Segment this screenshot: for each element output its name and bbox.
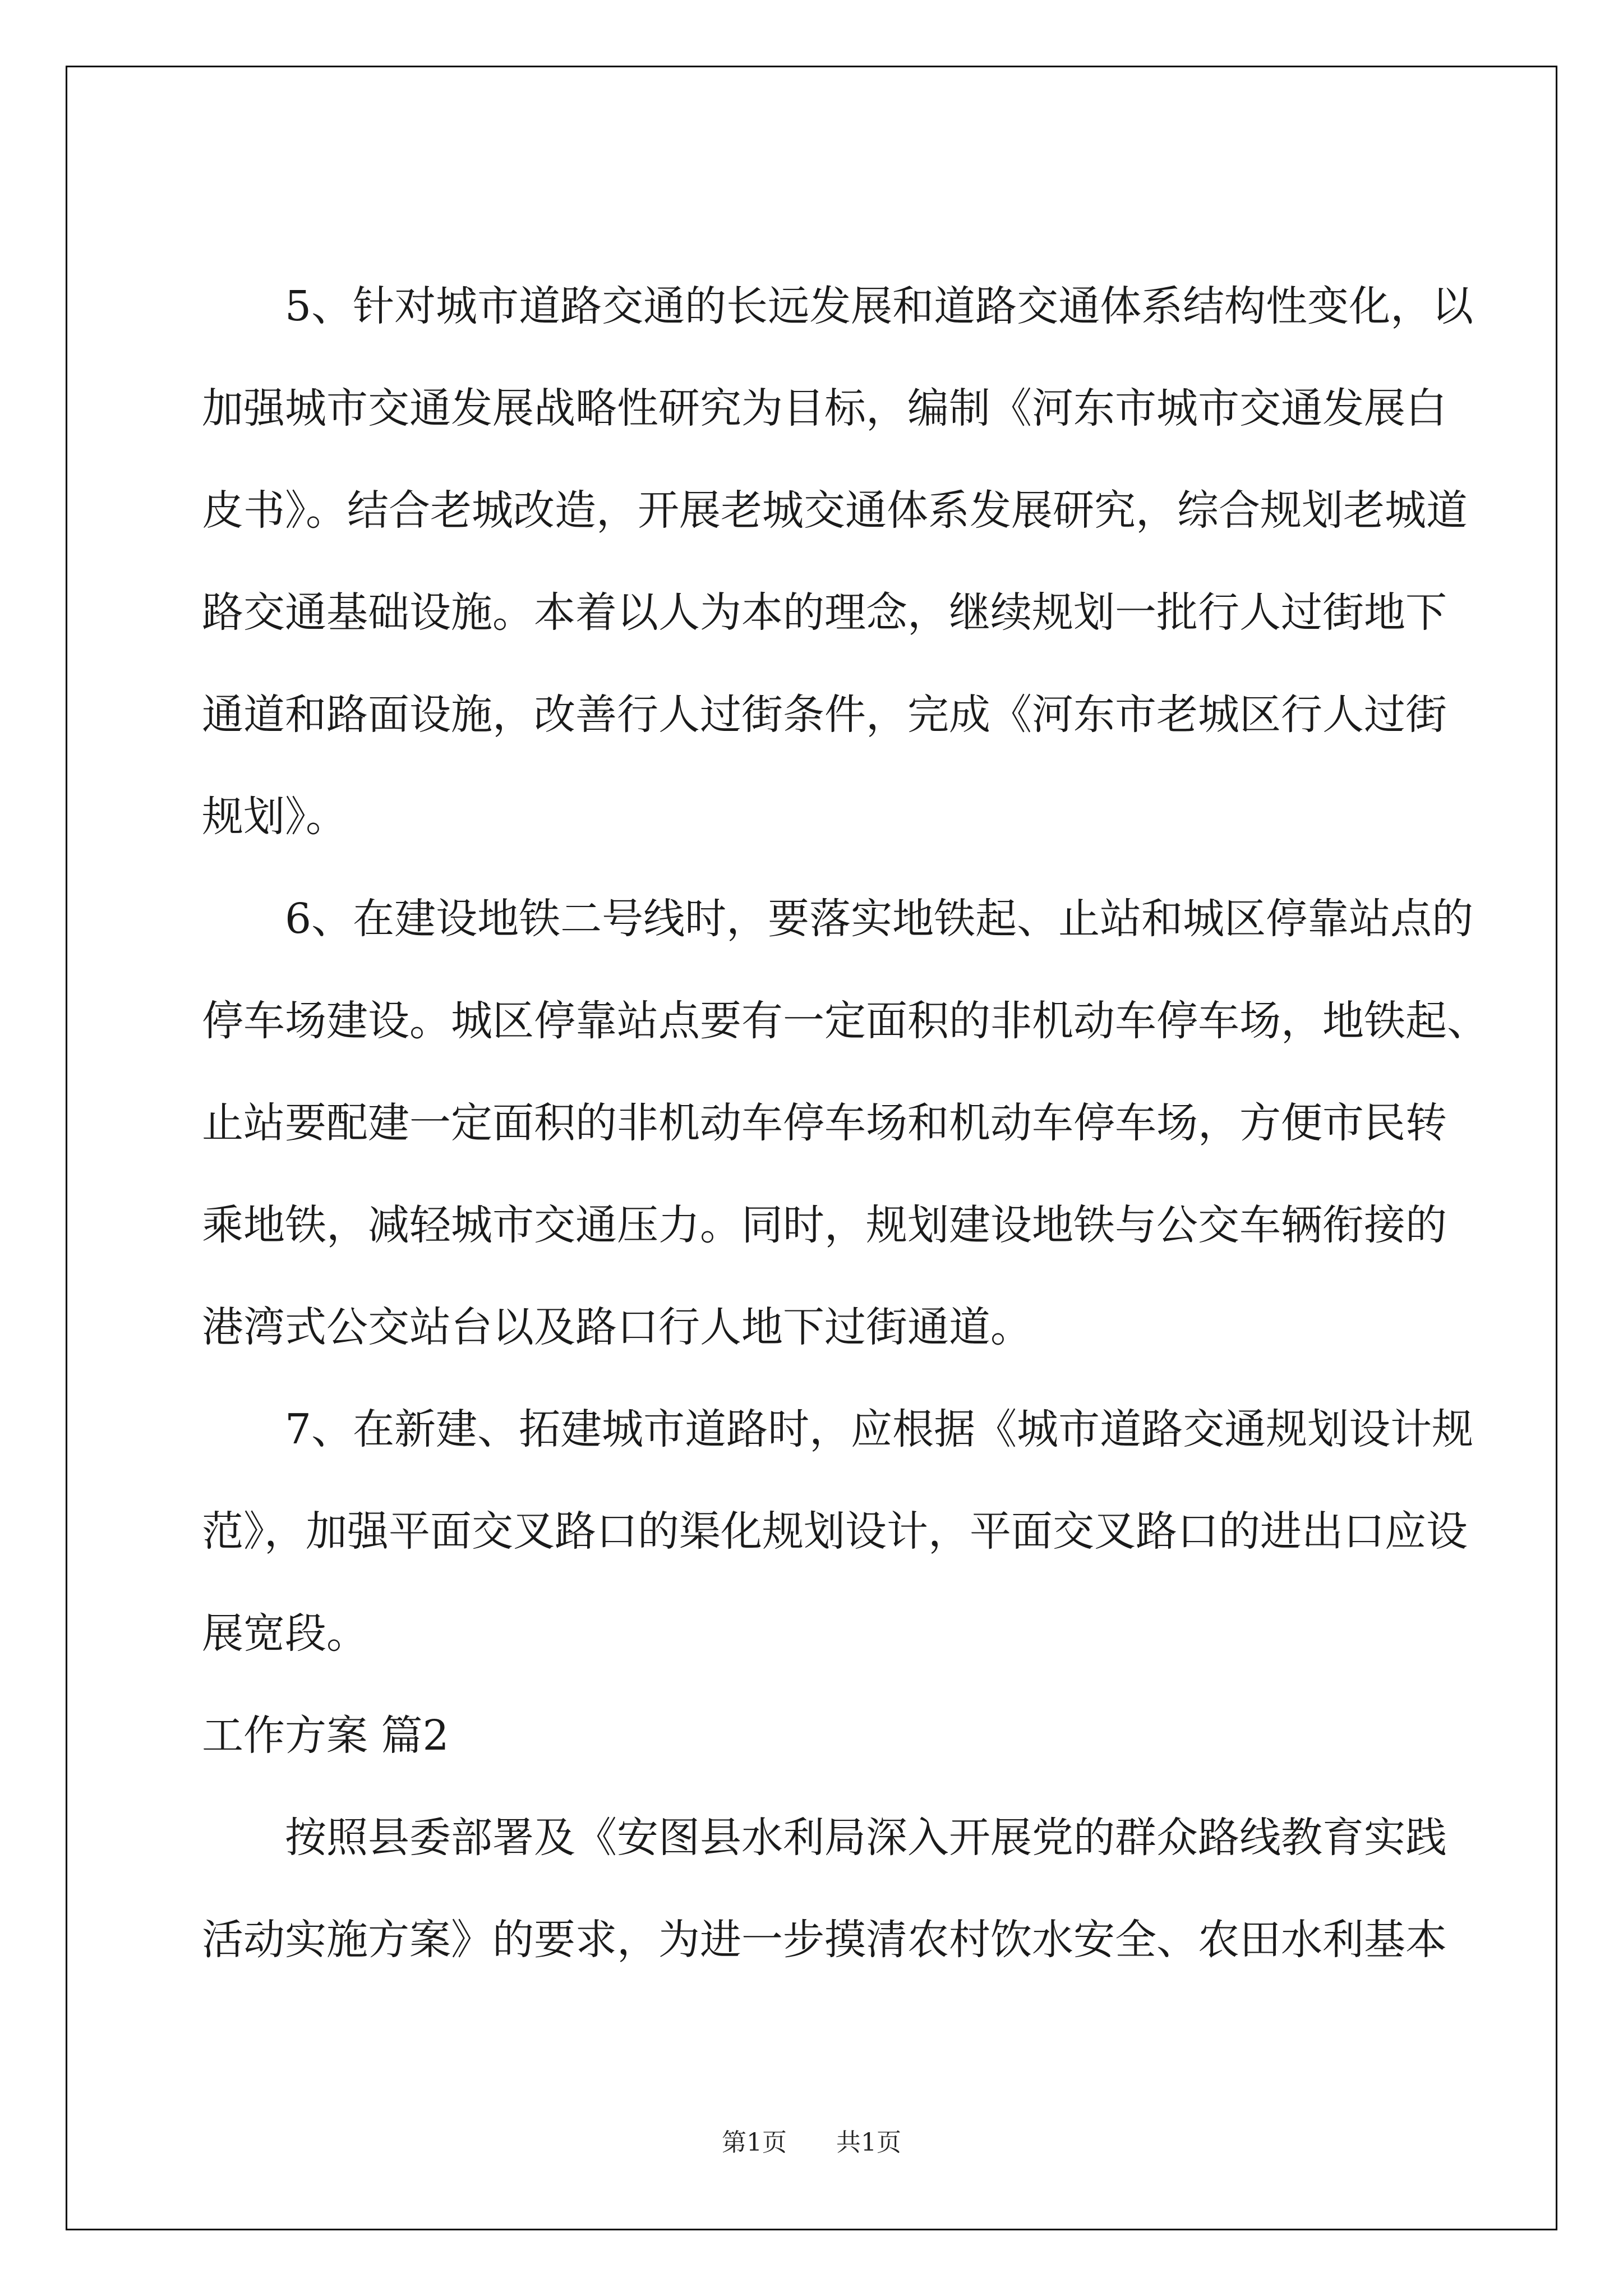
paragraph-intro [202,1787,1509,1991]
document-body [202,255,1509,1991]
text-line: 路交通基础设施。本着以人为本的理念，继续规划一批行人过街地下 [202,588,1447,637]
text-line: 按照县委部署及《安图县水利局深入开展党的群众路线教育实践 [285,1814,1447,1862]
text-line: 乘地铁，减轻城市交通压力。同时，规划建设地铁与公交车辆衔接的 [202,1201,1447,1249]
text-line: 港湾式公交站台以及路口行人地下过街通道。 [202,1303,1032,1351]
text-line: 6、在建设地铁二号线时，要落实地铁起、止站和城区停靠站点的 [285,895,1474,943]
text-line: 皮书》。结合老城改造，开展老城交通体系发展研究，综合规划老城道 [202,486,1468,535]
text-line: 范》，加强平面交叉路口的渠化规划设计，平面交叉路口的进出口应设 [202,1507,1468,1556]
page-number: 第1页 [722,2128,787,2157]
text-line: 停车场建设。城区停靠站点要有一定面积的非机动车停车场，地铁起、 [202,997,1488,1045]
page-footer [67,2122,1556,2158]
section-heading: 工作方案 篇2 [202,1711,449,1760]
text-line: 规划》。 [202,793,347,841]
text-line: 展宽段。 [202,1609,368,1658]
paragraph-item-5 [202,255,1509,868]
text-line: 活动实施方案》的要求，为进一步摸清农村饮水安全、农田水利基本 [202,1916,1447,1964]
document-page [66,66,1557,2230]
page-total: 共1页 [836,2128,901,2157]
paragraph-item-6 [202,868,1509,1378]
text-line: 加强城市交通发展战略性研究为目标，编制《河东市城市交通发展白 [202,384,1447,432]
text-line: 5、针对城市道路交通的长远发展和道路交通体系结构性变化，以 [285,282,1474,330]
text-line: 7、在新建、拓建城市道路时，应根据《城市道路交通规划设计规 [285,1405,1474,1453]
text-line: 止站要配建一定面积的非机动车停车场和机动车停车场，方便市民转 [202,1099,1447,1147]
text-line: 通道和路面设施，改善行人过街条件，完成《河东市老城区行人过街 [202,691,1447,739]
paragraph-item-7 [202,1378,1509,1685]
